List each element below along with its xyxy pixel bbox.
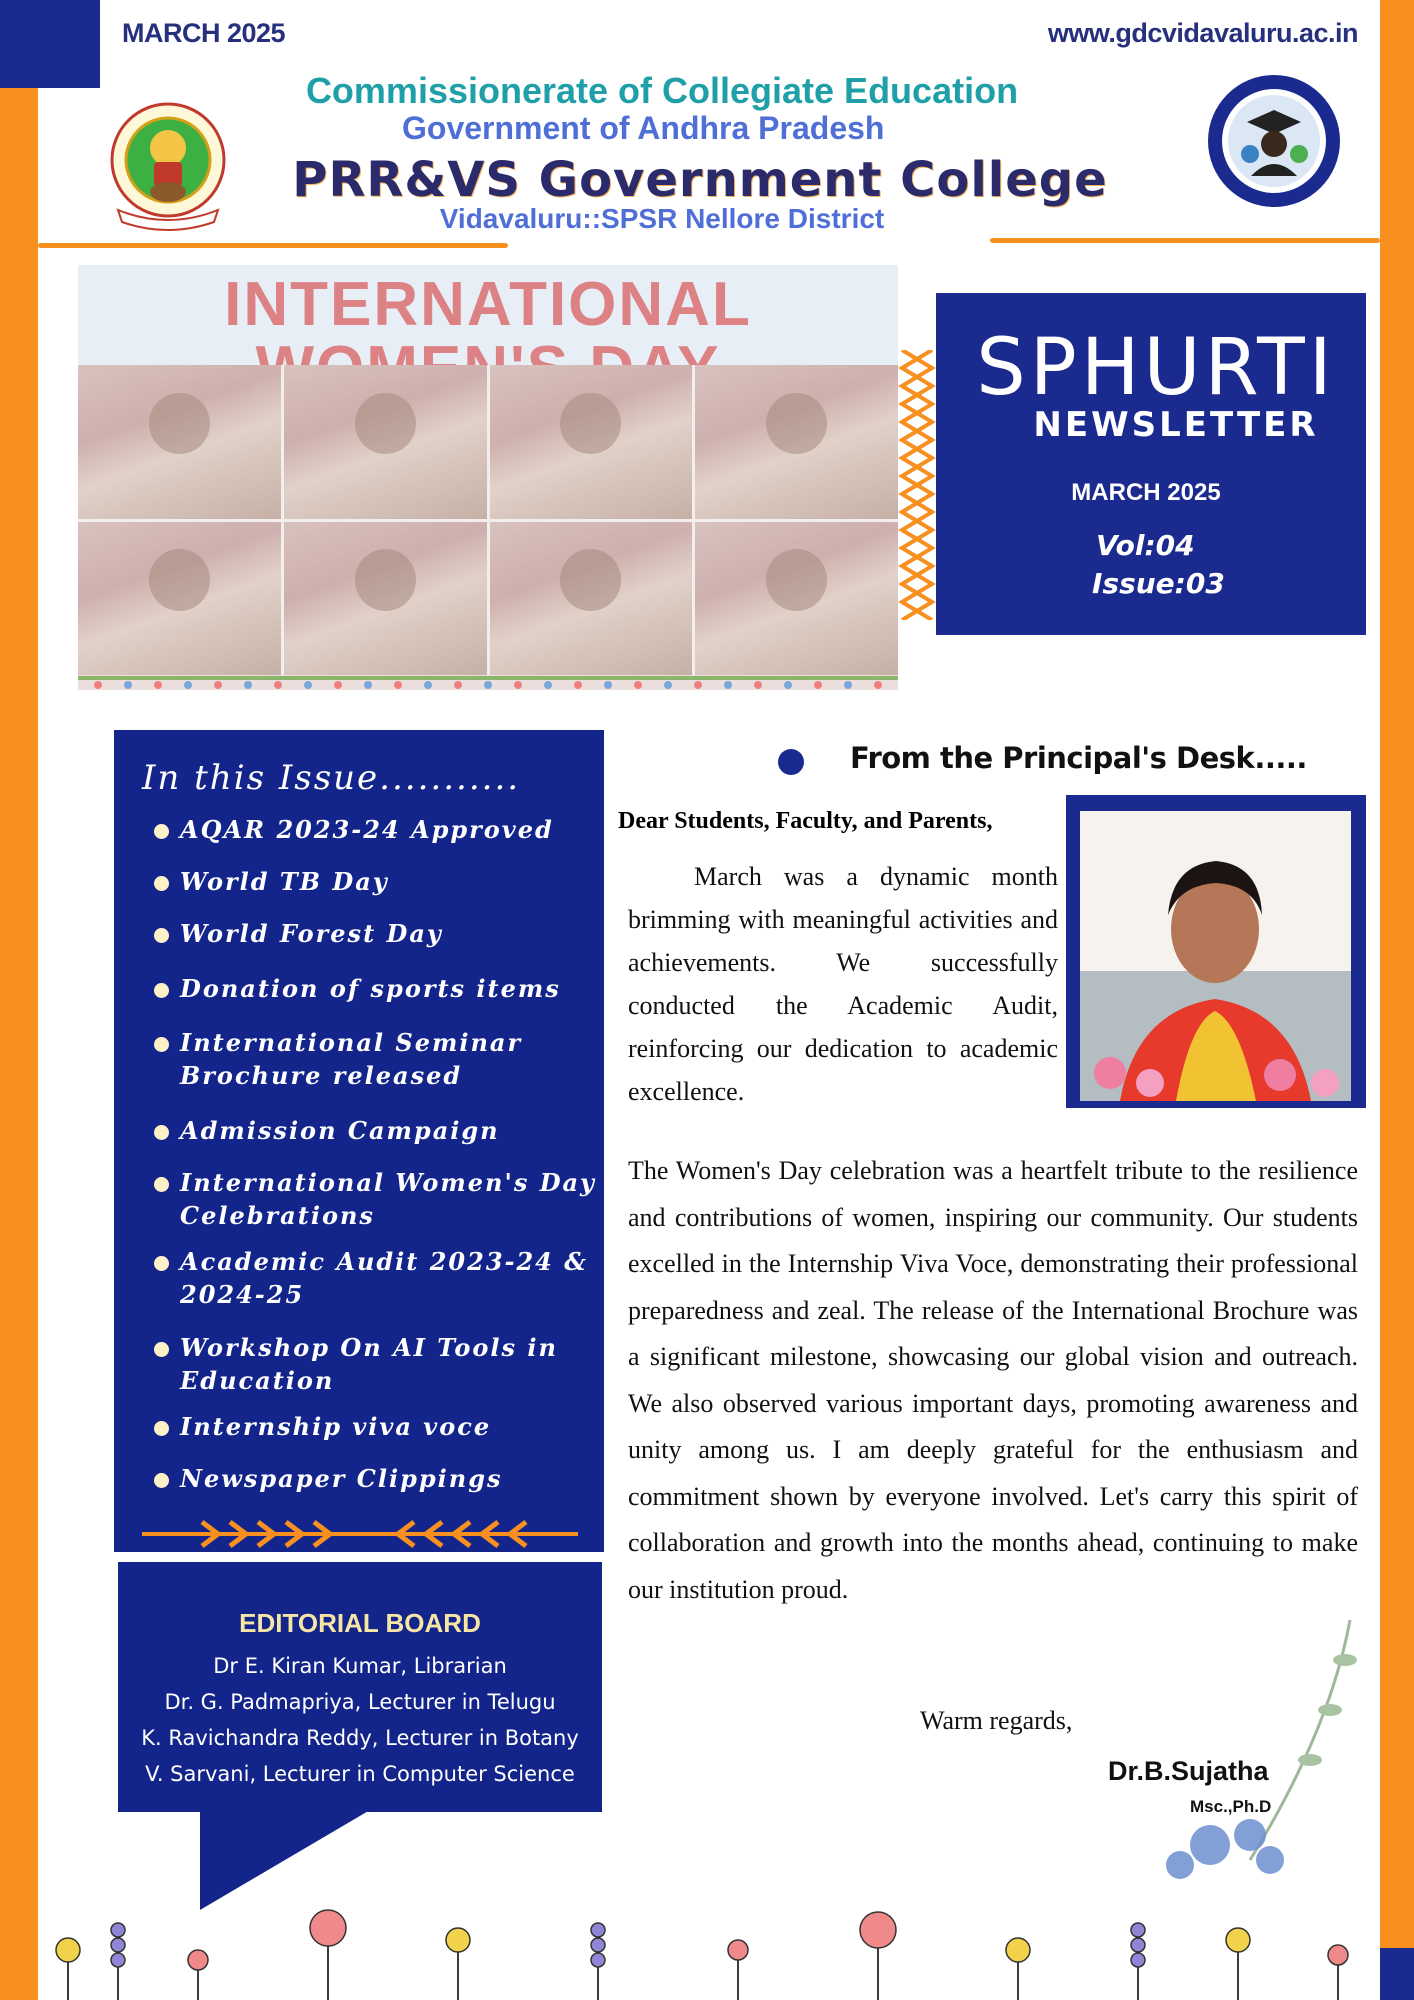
toc-item[interactable]: World Forest Day [160, 917, 600, 950]
floral-vine-decoration [78, 673, 898, 690]
banner-text: INTERNATIONAL [224, 270, 752, 339]
principal-message-paragraph: March was a dynamic month brimming with meaningful activities and achievements. We successfully conducted the Academic Audit, reinforcing our dedication to academic excellence. [628, 862, 1058, 1106]
toc-list [114, 730, 604, 1552]
dot-bullet-icon [154, 1177, 169, 1192]
photo [284, 365, 487, 519]
editorial-member: V. Sarvani, Lecturer in Computer Science [145, 1762, 575, 1786]
photo [695, 522, 898, 676]
corner-accent-bottom [1380, 1948, 1414, 2000]
toc-item[interactable]: Academic Audit 2023-24 & 2024-25 [160, 1245, 600, 1311]
editorial-member: Dr E. Kiran Kumar, Librarian [213, 1654, 507, 1678]
dot-bullet-icon [154, 983, 169, 998]
editorial-board-panel [118, 1562, 602, 1812]
dot-bullet-icon [154, 1421, 169, 1436]
corner-accent [0, 0, 100, 88]
government-title: Government of Andhra Pradesh [402, 110, 885, 146]
toc-item[interactable]: International Women's Day Celebrations [160, 1166, 600, 1232]
newsletter-name: SPHURTI [976, 323, 1336, 413]
toc-item[interactable]: Workshop On AI Tools in Education [160, 1331, 600, 1397]
college-name: PRR&VS Government College [292, 152, 1108, 208]
issue-number: Issue:03 [1092, 567, 1225, 600]
in-this-issue-panel [114, 730, 604, 1552]
floral-border-decoration [38, 1900, 1380, 2000]
editorial-board-title: EDITORIAL BOARD [239, 1608, 481, 1638]
volume-number: Vol:04 [1096, 529, 1195, 562]
heading-dot-icon [778, 749, 804, 775]
womens-day-photo-collage [78, 265, 898, 690]
editorial-member: K. Ravichandra Reddy, Lecturer in Botany [141, 1726, 579, 1750]
toc-item[interactable]: Newspaper Clippings [160, 1462, 600, 1495]
photo [490, 522, 693, 676]
commissionerate-title: Commissionerate of Collegiate Education [305, 70, 1019, 111]
speech-tail-decoration [200, 1810, 370, 1910]
principal-message-paragraph: The Women's Day celebration was a heartfelt tribute to the resilience and contributions of women, inspiring our community. Our students excelled in the Internship Viva Voce, demonstrating their professional preparedness and zeal. The release of the International Brochure was a significant milestone, showcasing our global vision and outreach. We also observed various important days, promoting awareness and unity among us. I am deeply grateful for the enthusiasm and commitment shown by everyone involved. Let's carry this spirit of collaboration and growth into the months ahead, continuing to make our institution proud. [628, 1156, 1358, 1604]
principal-photo [1080, 811, 1351, 1101]
photo [695, 365, 898, 519]
photo [78, 365, 281, 519]
left-border [0, 0, 38, 2000]
photo-grid [78, 365, 898, 675]
dot-bullet-icon [154, 1256, 169, 1271]
dot-bullet-icon [154, 824, 169, 839]
dot-bullet-icon [154, 1473, 169, 1488]
toc-item[interactable]: Internship viva voce [160, 1410, 600, 1443]
toc-heading: In this Issue........... [142, 758, 521, 798]
principal-name: Dr.B.Sujatha [1108, 1756, 1269, 1786]
toc-item[interactable]: World TB Day [160, 865, 600, 898]
dot-bullet-icon [154, 1037, 169, 1052]
toc-item[interactable]: International Seminar Brochure released [160, 1026, 600, 1092]
commissionerate-seal-icon [1205, 72, 1343, 210]
dot-bullet-icon [154, 928, 169, 943]
newsletter-month: MARCH 2025 [1071, 479, 1221, 506]
college-location: Vidavaluru::SPSR Nellore District [439, 203, 885, 234]
photo [490, 365, 693, 519]
right-border [1380, 0, 1414, 2000]
college-emblem-icon [108, 100, 228, 235]
principal-desk-heading: From the Principal's Desk..... [850, 741, 1307, 775]
dot-bullet-icon [154, 1125, 169, 1140]
newsletter-subtitle: NEWSLETTER [1033, 405, 1319, 445]
toc-item[interactable]: AQAR 2023-24 Approved [160, 813, 600, 846]
photo [78, 522, 281, 676]
editorial-member: Dr. G. Padmapriya, Lecturer in Telugu [164, 1690, 556, 1714]
issue-date: MARCH 2025 [122, 18, 286, 48]
newsletter-title-block [936, 293, 1366, 635]
principal-portrait-frame [1066, 795, 1366, 1108]
zigzag-ribbon-decoration [898, 350, 936, 620]
arrow-divider-decoration [142, 1520, 578, 1548]
photo [284, 522, 487, 676]
principal-qualification: Msc.,Ph.D [1190, 1797, 1272, 1816]
event-banner [78, 265, 898, 365]
closing-line: Warm regards, [920, 1706, 1073, 1735]
toc-item[interactable]: Admission Campaign [160, 1114, 600, 1147]
website-link[interactable]: www.gdcvidavaluru.ac.in [1047, 18, 1358, 48]
salutation: Dear Students, Faculty, and Parents, [618, 808, 993, 834]
toc-item[interactable]: Donation of sports items [160, 972, 600, 1005]
dot-bullet-icon [154, 1342, 169, 1357]
header-divider-left [38, 243, 508, 248]
dot-bullet-icon [154, 876, 169, 891]
floral-corner-decoration [1140, 1620, 1380, 1880]
header-divider-right [990, 238, 1380, 243]
